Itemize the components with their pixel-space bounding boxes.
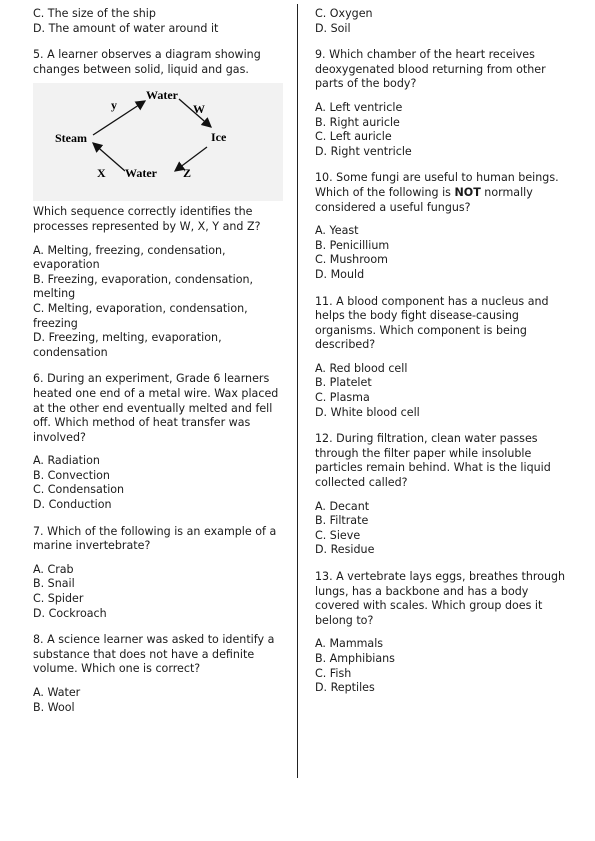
option[interactable]: C. Left auricle bbox=[315, 130, 392, 144]
option[interactable]: A. Yeast bbox=[315, 224, 359, 238]
option[interactable]: D. Reptiles bbox=[315, 681, 375, 695]
option[interactable]: B. Amphibians bbox=[315, 651, 395, 665]
option[interactable]: B. Convection bbox=[33, 468, 110, 482]
option[interactable]: B. Right auricle bbox=[315, 115, 400, 129]
option[interactable]: B. Snail bbox=[33, 577, 75, 591]
option[interactable]: A. Mammals bbox=[315, 637, 384, 651]
label-w: W bbox=[193, 102, 205, 117]
label-steam: Steam bbox=[55, 131, 87, 146]
question-9-text: 9. Which chamber of the heart receives deoxygenated blood returning from other parts of the body? bbox=[315, 48, 546, 91]
q8-options bbox=[33, 686, 287, 715]
option[interactable]: A. Melting, freezing, condensation, evaporation bbox=[33, 243, 226, 272]
option[interactable]: C. The size of the ship bbox=[33, 7, 156, 20]
q6-options bbox=[33, 454, 287, 512]
option[interactable]: D. Mould bbox=[315, 267, 365, 281]
q10-text-part: 10. Some fungi are useful to human beings. Which of the following is bbox=[315, 171, 559, 199]
question-8-text: 8. A science learner was asked to identify a substance that does not have a definite volume. Which one is correct? bbox=[33, 633, 275, 676]
column-divider bbox=[297, 4, 298, 778]
option[interactable]: A. Red blood cell bbox=[315, 361, 408, 375]
option[interactable]: D. Soil bbox=[315, 21, 351, 35]
option[interactable]: C. Fish bbox=[315, 666, 352, 680]
q10-options bbox=[315, 224, 567, 282]
label-ice: Ice bbox=[211, 130, 227, 145]
option[interactable]: C. Spider bbox=[33, 592, 84, 606]
q12-options bbox=[315, 500, 567, 558]
option[interactable]: C. Condensation bbox=[33, 483, 125, 497]
option[interactable]: A. Radiation bbox=[33, 454, 100, 468]
option[interactable]: A. Left ventricle bbox=[315, 100, 403, 114]
option[interactable]: C. Sieve bbox=[315, 528, 361, 542]
label-water-top: Water bbox=[146, 88, 178, 103]
q10-text-part: normally considered a useful fungus? bbox=[315, 185, 533, 214]
option[interactable]: A. Decant bbox=[315, 499, 370, 513]
option[interactable]: C. Oxygen bbox=[315, 7, 373, 20]
question-12-text: 12. During filtration, clean water passes through the filter paper while insoluble particles remain behind. What is the liquid collected called? bbox=[315, 432, 551, 490]
arrow-y bbox=[93, 101, 145, 135]
option[interactable]: D. White blood cell bbox=[315, 405, 420, 419]
question-5-text: 5. A learner observes a diagram showing changes between solid, liquid and gas. bbox=[33, 48, 261, 76]
option[interactable]: D. Cockroach bbox=[33, 606, 107, 620]
option[interactable]: C. Plasma bbox=[315, 391, 370, 405]
q9-options bbox=[315, 101, 567, 159]
option[interactable]: D. Freezing, melting, evaporation, condensation bbox=[33, 331, 222, 359]
q13-options bbox=[315, 637, 567, 695]
option[interactable]: B. Freezing, evaporation, condensation, melting bbox=[33, 272, 254, 301]
option[interactable]: B. Filtrate bbox=[315, 514, 369, 528]
option[interactable]: D. Right ventricle bbox=[315, 144, 412, 158]
label-x: X bbox=[97, 166, 106, 181]
right-column bbox=[315, 7, 567, 696]
question-7-text: 7. Which of the following is an example of a marine invertebrate? bbox=[33, 524, 277, 553]
option[interactable]: D. Residue bbox=[315, 543, 375, 557]
left-column bbox=[33, 7, 287, 715]
q5-options bbox=[33, 244, 287, 361]
question-13-text: 13. A vertebrate lays eggs, breathes through lungs, has a backbone and has a body covered with scales. Which group does it belong to? bbox=[315, 570, 566, 627]
option[interactable]: C. Mushroom bbox=[315, 253, 388, 267]
label-y: y bbox=[111, 98, 117, 113]
q11-options bbox=[315, 362, 567, 420]
label-z: Z bbox=[183, 166, 192, 181]
question-10-text bbox=[315, 171, 567, 215]
option[interactable]: B. Platelet bbox=[315, 376, 372, 390]
option[interactable]: A. Crab bbox=[33, 562, 74, 576]
question-6-text: 6. During an experiment, Grade 6 learners heated one end of a metal wire. Wax placed at the other end eventually melted and fell off. Which method of heat transfer was involved? bbox=[33, 372, 279, 444]
q8-options-tail bbox=[315, 7, 567, 36]
states-of-matter-diagram bbox=[33, 83, 283, 201]
q10-emphasis: NOT bbox=[454, 185, 481, 199]
option[interactable]: B. Wool bbox=[33, 700, 75, 714]
label-water-bottom: Water bbox=[125, 166, 157, 181]
cycle-diagram-svg bbox=[33, 83, 283, 201]
q4-options-tail bbox=[33, 7, 287, 36]
option[interactable]: D. The amount of water around it bbox=[33, 21, 219, 35]
question-5-prompt: Which sequence correctly identifies the processes represented by W, X, Y and Z? bbox=[33, 205, 261, 233]
option[interactable]: C. Melting, evaporation, condensation, freezing bbox=[33, 301, 248, 330]
question-11-text: 11. A blood component has a nucleus and helps the body fight disease-causing organisms. Which component is being described? bbox=[315, 294, 549, 352]
option[interactable]: A. Water bbox=[33, 686, 81, 699]
option[interactable]: D. Conduction bbox=[33, 498, 112, 512]
q7-options bbox=[33, 563, 287, 621]
option[interactable]: B. Penicillium bbox=[315, 238, 390, 252]
